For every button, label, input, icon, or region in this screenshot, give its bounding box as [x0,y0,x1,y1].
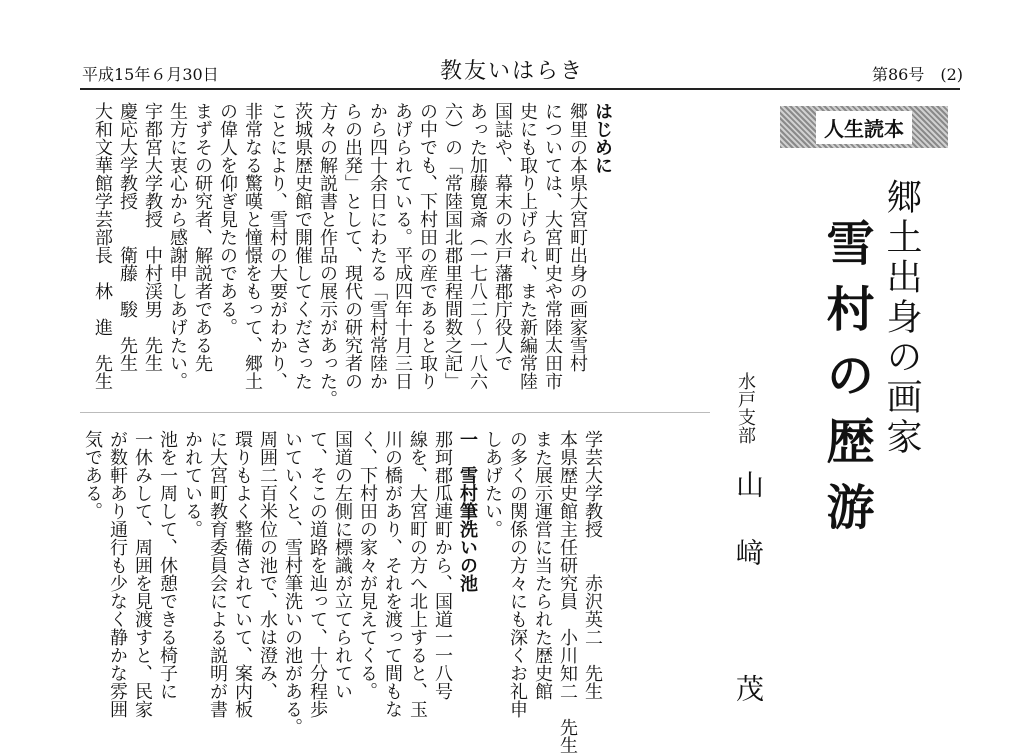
text-line: に大宮町教育委員会による説明が書 [207,430,228,718]
text-line: 慶応大学教授 衛藤 駿 先生 [117,102,138,372]
text-line: また展示運営に当たられた歴史館 [532,430,553,700]
text-line: 国道の左側に標識が立てられてい [332,430,353,700]
lower-text-block [80,430,605,754]
text-line: しあげたい。 [482,430,503,538]
text-line: 環りもよく整備されていて、案内板 [232,430,253,718]
text-line: まずその研究者、解説者である先 [192,102,213,372]
text-line: 国誌や、幕末の水戸藩郡庁役人で [492,102,513,372]
text-line: 六）の「常陸国北郡里程間数之記」 [442,102,463,390]
text-line: の偉人を仰ぎ見たのである。 [217,102,238,336]
text-line: 郷里の本県大宮町出身の画家雪村 [567,102,588,372]
text-line: あった加藤寛斎（一七八二〜一八六 [467,102,488,390]
text-line: 線を、大宮町の方へ北上すると、玉 [407,430,428,718]
text-line: ことにより、雪村の大要がわかり、 [267,102,288,390]
text-line: 史にも取り上げられ、また新編常陸 [517,102,538,390]
issue-number: 第86号 (2) [872,65,964,84]
text-line: の中でも、下村田の産であると取り [417,102,438,390]
text-line: から四十余日にわたる「雪村常陸か [367,102,388,390]
text-line: 那珂郡瓜連町から、国道一一八号 [432,430,453,700]
text-line: 生方に衷心から感謝申しあげたい。 [167,102,188,390]
text-line: 一休みして、周囲を見渡すと、民家 [132,430,153,718]
text-line: 非常なる驚嘆と憧憬をもって、郷土 [242,102,263,390]
text-line: 川の橋があり、それを渡って間もな [382,430,403,718]
text-line: いていくと、雪村筆洗いの池がある。 [282,430,303,736]
text-line: 学芸大学教授 赤沢英二 先生 [582,430,603,700]
text-line: あげられている。平成四年十月三日 [392,102,413,390]
header-rule [80,88,960,90]
author-name: 山﨑 茂 [732,470,765,742]
text-line: 大和文華館学芸部長 林 進 先生 [92,102,113,390]
column-divider [80,412,710,413]
article-title-line2: 雪村の歴游 [818,218,874,548]
text-line: 方々の解説書と作品の展示があった。 [317,102,338,408]
page-header [0,0,1024,86]
text-line: らの出発」として、現代の研究者の [342,102,363,390]
text-line: については、大宮町史や常陸太田市 [542,102,563,390]
section-heading-pond: 一 雪村筆洗いの池 [457,430,478,592]
text-line: 茨城県歴史館で開催してくださった [292,102,313,390]
issue-date: 平成15年６月30日 [82,65,219,84]
article-title-line1: 郷土出身の画家 [881,178,922,458]
text-line: 周囲二百米位の池で、水は澄み、 [257,430,278,700]
column-label: 人生読本 [816,111,912,144]
text-line: 池を一周して、休憩できる椅子に [157,430,178,700]
upper-text-block [90,102,615,408]
column-banner [780,106,948,148]
text-line: 気である。 [82,430,103,520]
newspaper-title: 教友いはらき [440,59,585,84]
text-line: が数軒あり通行も少なく静かな雰囲 [107,430,128,718]
text-line: て、そこの道路を辿って、十分程歩 [307,430,328,718]
text-line: 本県歴史館主任研究員 小川知二 先生 [557,430,578,754]
text-line: く、下村田の家々が見えてくる。 [357,430,378,700]
text-line: かれている。 [182,430,203,538]
text-line: の多くの関係の方々にも深くお礼申 [507,430,528,718]
text-line: 宇都宮大学教授 中村渓男 先生 [142,102,163,372]
section-heading-intro: はじめに [592,102,613,174]
author-dept: 水戸支部 [735,372,756,444]
